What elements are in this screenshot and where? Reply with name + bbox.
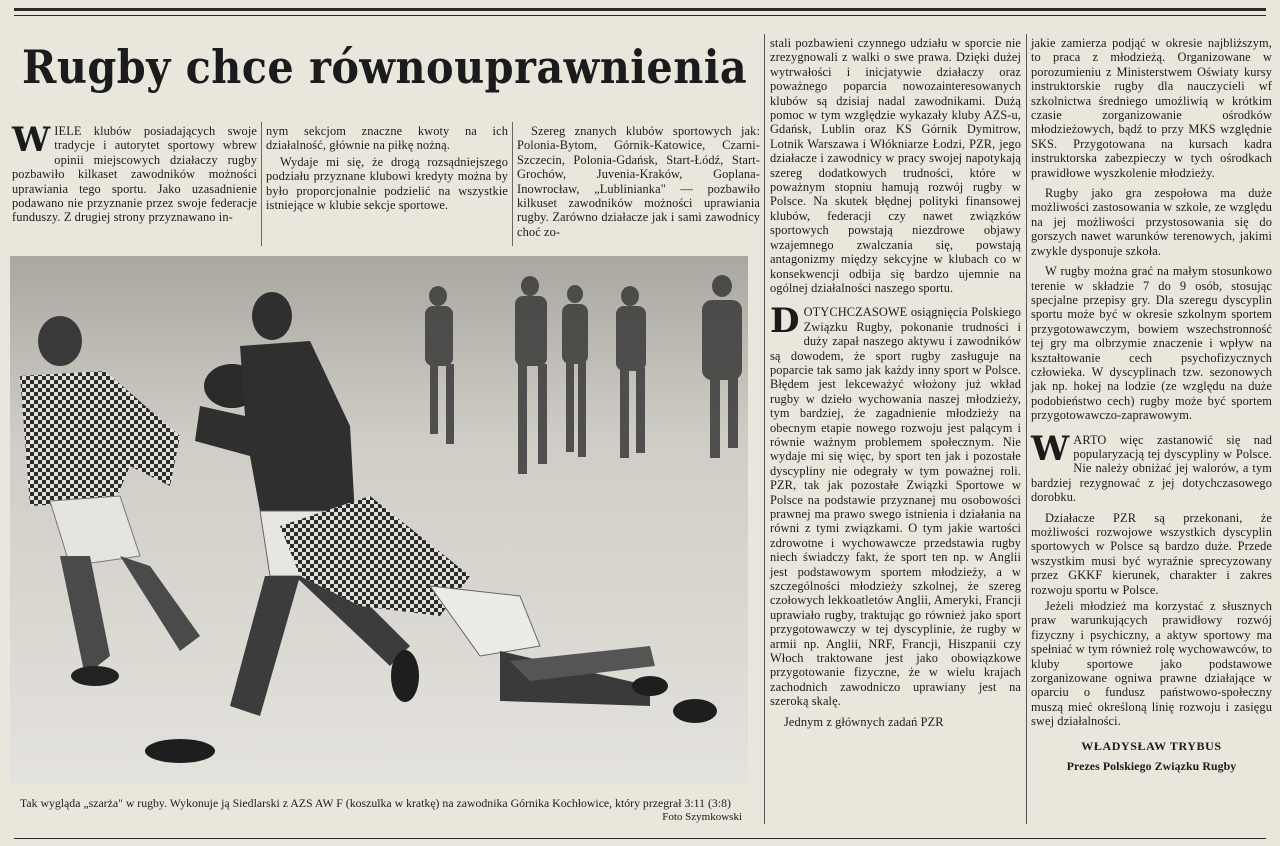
paragraph: jakie zamierza podjąć w okresie najbliższym, to praca z młodzieżą. Organizowane w porozumieniu z Ministerstwem Oświaty kursy instruktorskie rugby dla nauczycieli wf szkolnictwa średniego umożliwią w krótkim czasie zorganizowanie ośrodków młodzieżowych, bądź to przy MKS względnie SKS. Przygotowana na kursach kadra instruktorska zabezpieczy w tych ośrodkach prawidłowe wyszkolenie młodzieży. [1031,36,1272,180]
paragraph: nym sekcjom znaczne kwoty na ich działalność, głównie na piłkę nożną. [266,124,508,153]
drop-cap: W [12,120,51,160]
paragraph: Jednym z głównych zadań PZR [784,714,944,729]
photo-caption [20,796,742,824]
photo-credit: Foto Szymkowski [662,811,742,823]
caption-text: Tak wygląda „szarża" w rugby. Wykonuje ją Siedlarski z AZS AW F (koszulka w kratkę) na zawodnika Górnika Kochłowice, który przegrał 3:11 (3:8) [20,796,731,810]
column-divider [261,122,262,246]
drop-cap: D [770,301,800,342]
column-3 [517,124,760,239]
paragraph-text: ARTO więc zastanowić się nad popularyzacją tej dyscypliny w Polsce. Nie należy obniżać jej walorów, a tym bardziej rezygnować z jej dotychczasowego dorobku. [1031,432,1272,505]
paragraph [12,120,257,225]
column-4 [770,36,1021,729]
bottom-rule [14,838,1266,839]
paragraph [770,301,1021,709]
column-divider [764,34,765,824]
drop-cap: W [1031,428,1070,469]
rugby-match-photo [10,256,748,784]
column-1 [12,120,257,225]
top-rule-thin [14,15,1266,16]
paragraph: Rugby jako gra zespołowa ma duże możliwości zastosowania w szkole, ze względu na jej możliwości przystosowania się do gorszych nawet warunków terenowych, jakimi zwykle dysponuje szkoła. [1031,186,1272,258]
paragraph: stali pozbawieni czynnego udziału w sporcie nie zrezygnowali z walki o swe prawa. Dzięki dużej wytrwałości i inicjatywie działaczy oraz poważnego poparcia nowozainteresowanych klubów są dzisiaj nadal zawodnikami. Dużą pomoc w tym względzie wykazały kluby AZS-u, Gdańsk, Lublin oraz KS Górnik Dymitrow, Lotnik Warszawa i Włókniarze Łodzi, PZR, jego działacze i zawodnicy w pracy swojej napotykają szereg dodatkowych trudności, które w poważnym stopniu hamują rozwój rugby w Polsce. Na skutek błędnej polityki finansowej klubów, federacji czy nawet związków sportowych powstają niezdrowe objawy wzajemnego zwalczania się, powstają antagonizmy między sekcyjne w klubach co w konsekwencji odbija się bardzo ujemnie na ogólnej działalności naszego sportu. [770,36,1021,295]
paragraph: W rugby można grać na małym stosunkowo terenie w składzie 7 do 9 osób, stosując specjalne przepisy gry. Dla szeregu dyscyplin sportu może być w okresie szkolnym sportem przygotowawczym, bowiem wszechstronność tej gry ma olbrzymie znaczenie i wpływ na kształtowanie cech psychofizycznych człowieka. W dyscyplinach tzw. sezonowych jak np. hokej na lodzie (ze względu na duże podobieństwo cech) rugby może być sportem przygotowawczo-zaprawowym. [1031,264,1272,423]
column-divider [1026,34,1027,824]
author-title: Prezes Polskiego Związku Rugby [1066,759,1237,774]
paragraph: Wydaje mi się, że drogą rozsądniejszego podziału przyznane klubowi kredyty można by było proporcjonalnie podzielić na wszystkie istniejące w klubie sekcje sportowe. [266,154,508,213]
photo-image [10,256,748,784]
author-name: WŁADYSŁAW TRYBUS [1081,738,1222,753]
article-headline: Rugby chce równouprawnienia [22,40,748,94]
paragraph-text: IELE klubów posiadających swoje tradycje i autorytet sportowy wbrew opinii miejscowych działaczy rugby pozbawiło kilkaset zawodników możności uprawiania tego sportu. Jako uzasadnienie podawano nie przyznanie przez swoje federacje funduszy. Z drugiej strony przyznawano in- [12,124,257,225]
top-rule [14,8,1266,11]
column-2 [266,124,508,212]
paragraph: Działacze PZR są przekonani, że możliwości rozwojowe wszystkich dyscyplin sportowych w Polsce są bardzo duże. Przede wszystkim musi być wyraźnie sprecyzowany przez GKKF kierunek, charakter i zakres rozwoju sportu w Polsce. [1031,510,1272,597]
paragraph-text: OTYCHCZASOWE osiągnięcia Polskiego Związku Rugby, pokonanie trudności i duży zapał naszego aktywu i zawodników są dowodem, że sport rugby zasługuje na poparcie tak samo jak każdy inny sport w Polsce. Błędem jest lekceważyć włożony już wkład rugby w dzieło wychowania naszej młodzieży, tym bardziej, że zagadnienie młodzieży na obecnym etapie nowego rozwoju jest palącym i równie ważnym problemem społecznym. Nie wydaje mi się więc, by sport ten jak i pozostałe dyscypliny nie odegrały w tym poważnej roli. PZR, tak jak pozostałe Związki Sportowe w Polsce na podstawie przyznanej mu osobowości prawnej ma prawo swego istnienia i działania na równi z tymi związkami. O tym jakie wartości zdrowotne i wychowawcze przedstawia rugby niech świadczy fakt, że sport ten np. w Anglii jest podstawowym sportem młodzieży, a w szczególności młodzieży szkolnej, że szereg czołowych lekkoatletów Anglii, Ameryki, Francji uprawiało rugby, traktując go również jako sport przygotowawczy w tej dyscyplinie, że rugby w armii np. Anglii, NRF, Francji, Hiszpanii czy Włoch traktowane jest jako obowiązkowe przygotowanie fizyczne, że w wielu krajach zachodnich zawodniczo uprawiany jest na szeroką skalę. [770,305,1021,709]
paragraph: Jeżeli młodzież ma korzystać z słusznych praw warunkujących prawidłowy rozwój fizyczny i psychiczny, a aktyw sportowy ma spełniać w tym również rolę wychowawców, to kluby sportowe jako podstawowe zorganizowane ogniwa prawne działające w oparciu o fundusz państwowo-społeczny muszą mieć określoną linię rozwoju i zasięgu swej działalności. [1031,599,1272,729]
column-divider [512,122,513,246]
paragraph: Szereg znanych klubów sportowych jak: Polonia-Bytom, Górnik-Katowice, Czarni-Szczecin, Polonia-Gdańsk, Start-Łódź, Start-Grochów, Juvenia-Kraków, Goplana-Inowrocław, „Lublinianka" — pozbawiło kilkuset zawodników możności uprawiania rugby. Zarówno działacze jak i sami zawodnicy choć zo- [517,124,760,239]
paragraph [1031,428,1272,505]
column-5 [1031,36,1272,774]
